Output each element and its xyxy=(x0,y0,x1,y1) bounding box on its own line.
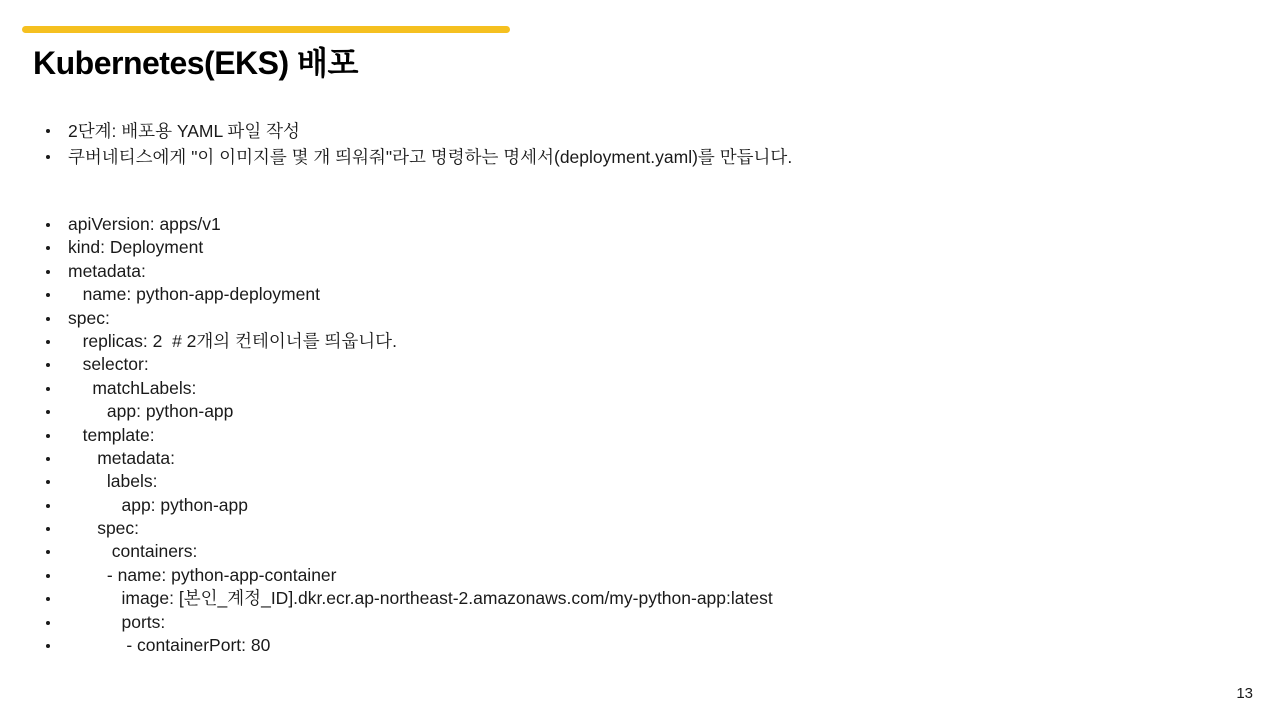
yaml-line-item xyxy=(45,611,773,634)
yaml-line-item xyxy=(45,540,773,563)
yaml-line-text: matchLabels: xyxy=(68,377,197,398)
bullet-dot-icon xyxy=(45,564,68,587)
yaml-line-text: spec: xyxy=(68,518,140,539)
yaml-line-text: image: [본인_계정_ID].dkr.ecr.ap-northeast-2.amazonaws.com/my-python-app:latest xyxy=(68,588,773,609)
yaml-line-item xyxy=(45,260,773,283)
bullet-dot-icon xyxy=(45,213,68,236)
yaml-line-item xyxy=(45,307,773,330)
yaml-line-text: app: python-app xyxy=(68,401,234,422)
yaml-line-text: labels: xyxy=(68,471,158,492)
bullet-dot-icon xyxy=(45,353,68,376)
yaml-line-item xyxy=(45,564,773,587)
yaml-line-text: - containerPort: 80 xyxy=(68,635,271,656)
yaml-line-text: apiVersion: apps/v1 xyxy=(68,214,221,234)
bullet-dot-icon xyxy=(45,470,68,493)
bullet-dot-icon xyxy=(45,587,68,610)
yaml-line-text: metadata: xyxy=(68,260,146,281)
intro-bullet-list xyxy=(45,118,792,170)
yaml-line-text: ports: xyxy=(68,611,166,632)
bullet-dot-icon xyxy=(45,424,68,447)
bullet-dot-icon xyxy=(45,307,68,330)
bullet-dot-icon xyxy=(45,118,68,144)
page-title: Kubernetes(EKS) 배포 xyxy=(33,45,358,81)
bullet-dot-icon xyxy=(45,611,68,634)
bullet-dot-icon xyxy=(45,144,68,170)
yaml-line-text: spec: xyxy=(68,307,110,328)
bullet-dot-icon xyxy=(45,330,68,353)
bullet-dot-icon xyxy=(45,447,68,470)
intro-bullet-text: 쿠버네티스에게 "이 이미지를 몇 개 띄워줘"라고 명령하는 명세서(deployment.yaml)를 만듭니다. xyxy=(68,147,793,167)
yaml-line-item xyxy=(45,353,773,376)
yaml-line-item xyxy=(45,447,773,470)
bullet-dot-icon xyxy=(45,283,68,306)
bullet-dot-icon xyxy=(45,260,68,283)
yaml-line-text: - name: python-app-container xyxy=(68,564,337,585)
yaml-line-item xyxy=(45,470,773,493)
bullet-dot-icon xyxy=(45,634,68,657)
yaml-line-text: replicas: 2 # 2개의 컨테이너를 띄웁니다. xyxy=(68,330,397,351)
yaml-line-item xyxy=(45,236,773,259)
yaml-line-item xyxy=(45,377,773,400)
yaml-line-item xyxy=(45,283,773,306)
yaml-line-item xyxy=(45,424,773,447)
yaml-line-text: selector: xyxy=(68,354,149,375)
yaml-line-text: kind: Deployment xyxy=(68,237,204,258)
bullet-dot-icon xyxy=(45,540,68,563)
yaml-line-text: metadata: xyxy=(68,447,176,468)
bullet-dot-icon xyxy=(45,494,68,517)
yaml-line-item xyxy=(45,494,773,517)
yaml-line-item xyxy=(45,400,773,423)
yaml-line-text: template: xyxy=(68,424,155,445)
yaml-bullet-list xyxy=(45,213,773,657)
yaml-line-item xyxy=(45,517,773,540)
bullet-dot-icon xyxy=(45,517,68,540)
bullet-dot-icon xyxy=(45,400,68,423)
yaml-line-item xyxy=(45,587,773,610)
intro-bullet-item xyxy=(45,118,792,144)
yaml-line-item xyxy=(45,634,773,657)
yaml-line-text: app: python-app xyxy=(68,494,248,515)
bullet-dot-icon xyxy=(45,236,68,259)
yaml-line-text: containers: xyxy=(68,541,198,562)
title-accent-bar xyxy=(22,26,510,33)
yaml-line-item xyxy=(45,213,773,236)
intro-bullet-text: 2단계: 배포용 YAML 파일 작성 xyxy=(68,121,300,141)
bullet-dot-icon xyxy=(45,377,68,400)
yaml-line-item xyxy=(45,330,773,353)
page-number: 13 xyxy=(1236,685,1253,702)
yaml-line-text: name: python-app-deployment xyxy=(68,284,320,305)
intro-bullet-item xyxy=(45,144,792,170)
